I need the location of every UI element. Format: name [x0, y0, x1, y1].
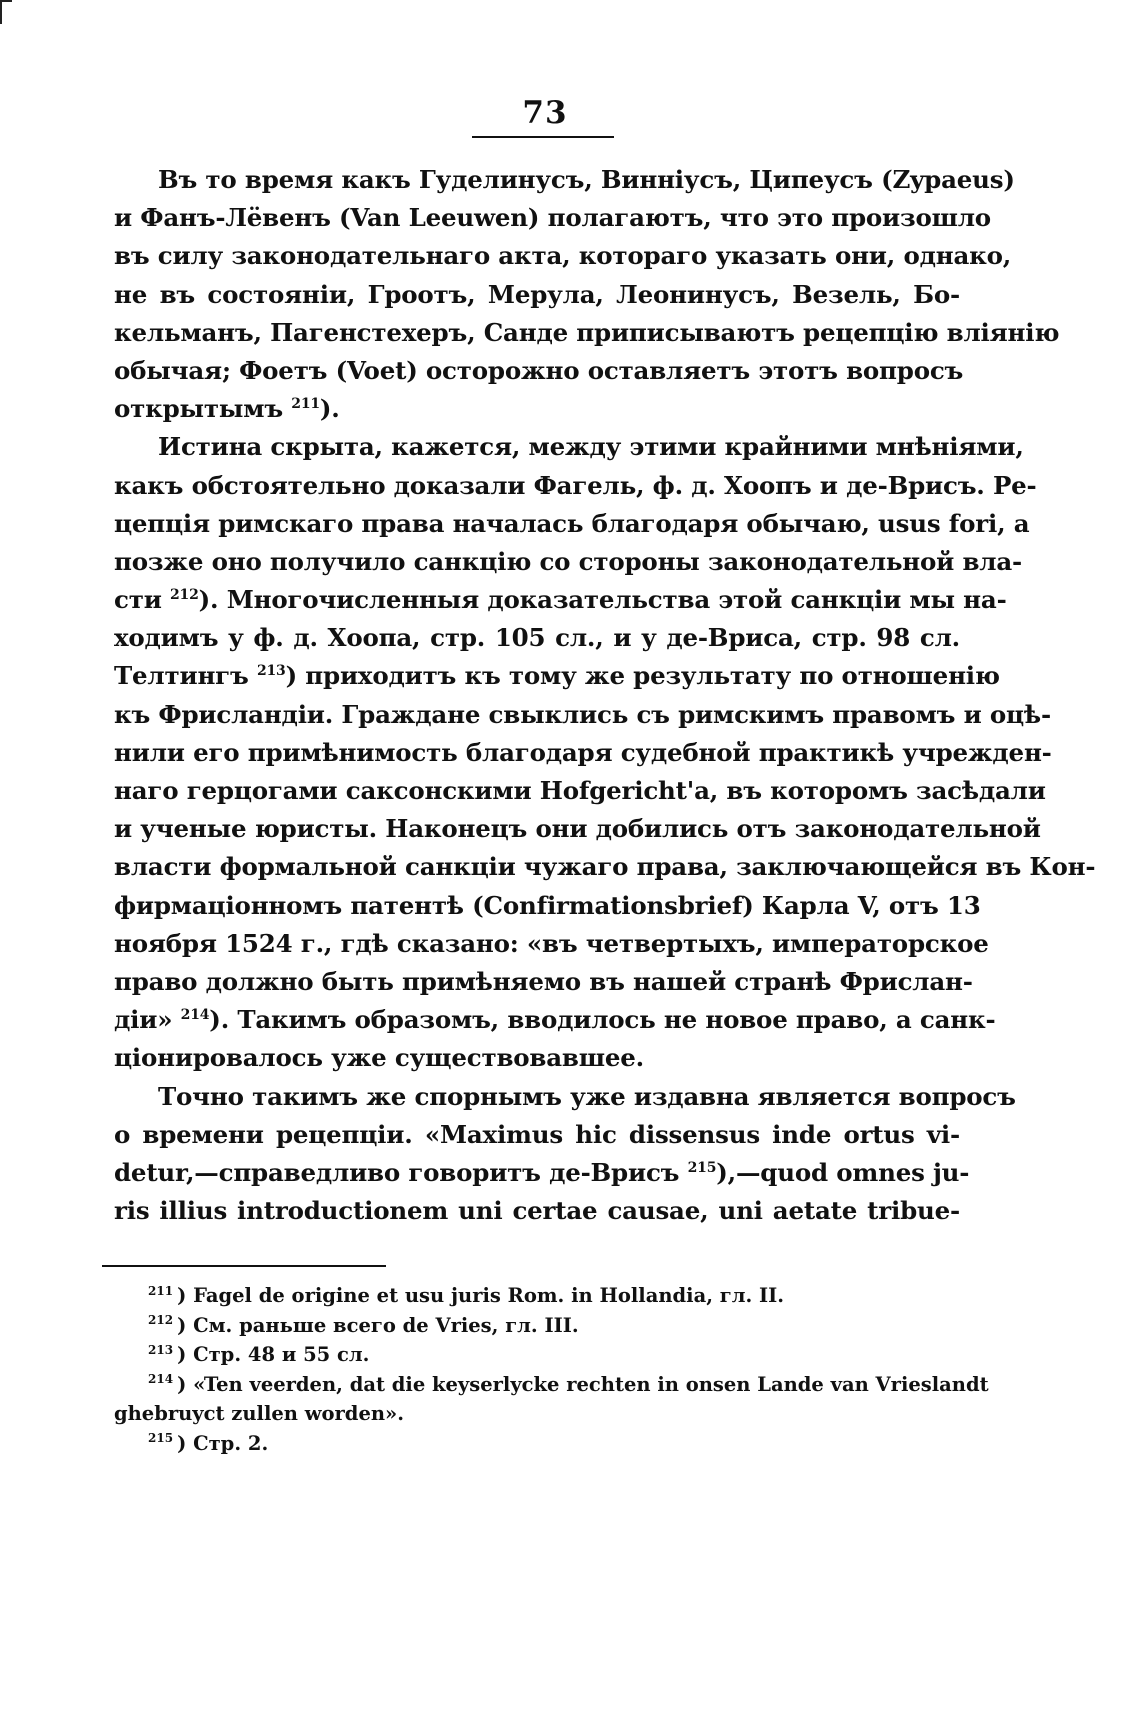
text-line: позже оно получило санкцію со стороны законодательной вла-	[114, 546, 1022, 576]
footnote	[148, 1340, 960, 1370]
text-line: какъ обстоятельно доказали Фагель, ф. д. Хоопъ и де-Врисъ. Ре-	[114, 470, 1037, 500]
footnote	[148, 1281, 960, 1311]
footnotes	[114, 1281, 989, 1458]
footnote-rule	[102, 1265, 386, 1267]
footnote-number: 213	[148, 1342, 174, 1357]
text-line: и Фанъ-Лёвенъ (Van Leeuwen) полагаютъ, что это произошло	[114, 203, 991, 233]
text-line: ціонировалось уже существовавшее.	[114, 1043, 644, 1073]
text-line: цепція римскаго права началась благодаря обычаю, usus fori, а	[114, 508, 1030, 538]
footnote-text: ) Стр. 2.	[177, 1431, 269, 1455]
footnote	[148, 1370, 989, 1400]
footnote-ref: 215	[687, 1159, 717, 1176]
scan-corner-mark	[0, 0, 12, 24]
text-line	[114, 1154, 970, 1192]
line-text: діи»	[114, 1005, 173, 1035]
footnote-text: ) «Ten veerden, dat die keyserlycke rechten in onsen Lande van Vrieslandt	[177, 1372, 989, 1396]
text-line: Въ то время какъ Гуделинусъ, Винніусъ, Ципеусъ (Zypaeus)	[158, 165, 1015, 194]
page-number: 73	[522, 95, 568, 131]
line-text: detur,—справедливо говоритъ де-Врисъ	[114, 1157, 680, 1187]
footnote-text: ) Fagel de origine et usu juris Rom. in Hollandia, гл. II.	[177, 1284, 785, 1307]
footnote-continuation: ghebruyct zullen worden».	[114, 1402, 405, 1425]
footnote-text: ) Стр. 48 и 55 сл.	[177, 1343, 370, 1366]
footnote	[148, 1429, 960, 1459]
text-line: ноября 1524 г., гдѣ сказано: «въ четвертыхъ, императорское	[114, 928, 989, 958]
line-text: сти	[114, 585, 162, 615]
line-text: Телтингъ	[114, 661, 249, 691]
line-text: ). Многочисленныя доказательства этой санкціи мы на-	[198, 585, 1007, 615]
line-text: ).	[319, 394, 340, 424]
line-text: ),—quod omnes ju-	[716, 1157, 970, 1187]
text-line: ris illius introductionem uni certae causae, uni aetate tribue-	[114, 1196, 960, 1226]
page-number-rule	[472, 136, 614, 138]
footnote-number: 212	[148, 1313, 174, 1327]
text-line	[114, 657, 1000, 695]
footnote-ref: 212	[170, 586, 199, 603]
text-line: право должно быть примѣняемо въ нашей странѣ Фрислан-	[114, 966, 973, 996]
text-line: Точно такимъ же спорнымъ уже издавна является вопросъ	[158, 1081, 1016, 1111]
text-line: наго герцогами саксонскими Hofgericht'а, въ которомъ засѣдали	[114, 776, 1046, 805]
text-line: къ Фрисландіи. Граждане свыклись съ римскимъ правомъ и оцѣ-	[114, 699, 1051, 729]
body-text	[114, 161, 1096, 1230]
footnote-ref: 211	[291, 395, 320, 412]
text-line: о времени рецепціи. «Maximus hic dissensus inde ortus vi-	[114, 1119, 960, 1149]
text-line: нили его примѣнимость благодаря судебной практикѣ учрежден-	[114, 737, 1052, 767]
line-text: ) приходитъ къ тому же результату по отношенію	[285, 661, 1000, 691]
text-line: кельманъ, Пагенстехеръ, Санде приписываютъ рецепцію вліянію	[114, 317, 1060, 347]
footnote-number: 211	[148, 1283, 174, 1298]
footnote-number: 214	[148, 1372, 174, 1386]
footnote-ref: 214	[180, 1006, 210, 1023]
text-line	[114, 581, 1007, 619]
text-line	[114, 1001, 996, 1039]
footnote-number: 215	[148, 1431, 174, 1445]
text-line: власти формальной санкціи чужаго права, заключающейся въ Кон-	[114, 852, 1096, 882]
text-line: не въ состояніи, Гроотъ, Мерула, Леонинусъ, Везель, Бо-	[114, 279, 960, 309]
footnote	[148, 1311, 960, 1341]
text-line: фирмаціонномъ патентѣ (Confirmationsbrief) Карла V, отъ 13	[114, 890, 981, 920]
text-line: и ученые юристы. Наконецъ они добились отъ законодательной	[114, 814, 1041, 844]
footnote-ref: 213	[256, 663, 286, 680]
text-line	[114, 390, 960, 428]
line-text: ). Такимъ образомъ, вводилось не новое право, а санк-	[209, 1005, 996, 1035]
text-line: Истина скрыта, кажется, между этими крайними мнѣніями,	[158, 432, 1024, 462]
line-text: открытымъ	[114, 394, 283, 424]
text-line: обычая; Фоетъ (Voet) осторожно оставляетъ этотъ вопросъ	[114, 355, 964, 385]
text-line: ходимъ у ф. д. Хоопа, стр. 105 сл., и у де-Вриса, стр. 98 сл.	[114, 623, 960, 653]
footnote-text: ) См. раньше всего de Vries, гл. III.	[177, 1313, 579, 1337]
text-line: въ силу законодательнаго акта, котораго указать они, однако,	[114, 241, 1012, 271]
